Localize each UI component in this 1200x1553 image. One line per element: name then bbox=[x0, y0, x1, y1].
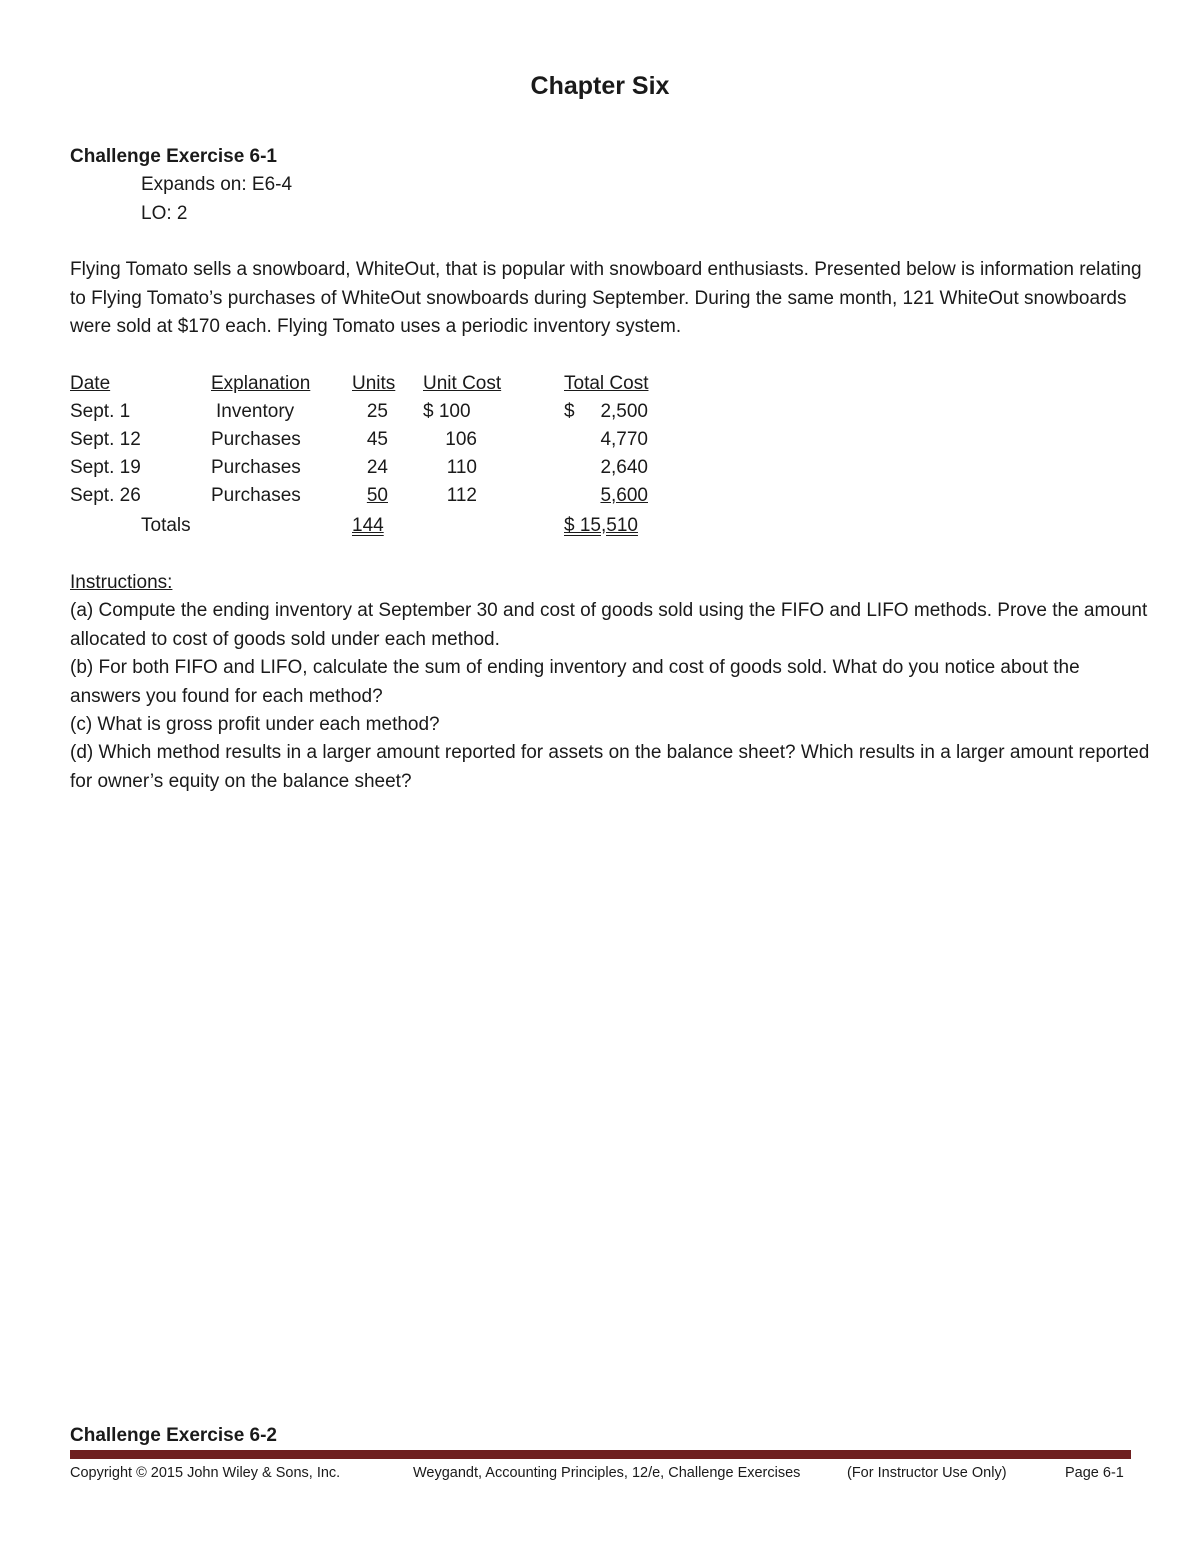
totals-label: Totals bbox=[141, 515, 191, 536]
row-4-total-cost: 5,600 bbox=[600, 485, 648, 506]
row-4-units: 50 bbox=[366, 485, 388, 506]
row-1-date: Sept. 1 bbox=[70, 401, 131, 422]
row-4-unit-cost: 112 bbox=[446, 485, 477, 506]
row-3-units: 24 bbox=[366, 457, 388, 478]
footer-divider bbox=[70, 1450, 1131, 1459]
instruction-c: (c) What is gross profit under each method? bbox=[70, 714, 440, 735]
row-1-units: 25 bbox=[366, 401, 388, 422]
row-3-explanation: Purchases bbox=[211, 457, 301, 478]
row-1-total-cost-symbol: $ bbox=[564, 401, 575, 422]
exercise-description: Flying Tomato sells a snowboard, WhiteOut, that is popular with snowboard enthusiasts. Presented below is information relating to Flying Tomato’s purchases of WhiteOut snowboards during September. During the same month, 121 WhiteOut snowboards were sold at $170 each. Flying Tomato uses a periodic inventory system. bbox=[70, 259, 1142, 338]
row-2-unit-cost: 106 bbox=[445, 429, 477, 450]
page-title: Chapter Six bbox=[530, 72, 670, 100]
col-header-unit-cost: Unit Cost bbox=[423, 373, 502, 394]
footer-book-title: Weygandt, Accounting Principles, 12/e, Challenge Exercises bbox=[413, 1465, 801, 1481]
col-header-units: Units bbox=[352, 373, 396, 394]
footer-page-number: Page 6-1 bbox=[1065, 1465, 1124, 1481]
row-2-units: 45 bbox=[366, 429, 388, 450]
row-4-explanation: Purchases bbox=[211, 485, 301, 506]
row-2-explanation: Purchases bbox=[211, 429, 301, 450]
instruction-d: (d) Which method results in a larger amount reported for assets on the balance sheet? Which results in a larger amount reported for owner’s equity on the balance sheet? bbox=[70, 742, 1150, 792]
expands-on-label: Expands on: E6-4 bbox=[141, 174, 293, 195]
learning-objective-label: LO: 2 bbox=[141, 203, 188, 224]
instructions-heading: Instructions: bbox=[70, 572, 173, 593]
instruction-b: (b) For both FIFO and LIFO, calculate the sum of ending inventory and cost of goods sold. What do you notice about the answers you found for each method? bbox=[70, 657, 1080, 707]
row-1-total-cost: 2,500 bbox=[600, 401, 648, 422]
instruction-a: (a) Compute the ending inventory at September 30 and cost of goods sold using the FIFO and LIFO methods. Prove the amount allocated to cost of goods sold under each method. bbox=[70, 600, 1148, 650]
row-1-unit-cost: $ 100 bbox=[423, 401, 471, 422]
row-2-date: Sept. 12 bbox=[70, 429, 141, 450]
footer-copyright: Copyright © 2015 John Wiley & Sons, Inc. bbox=[70, 1465, 341, 1481]
row-4-date: Sept. 26 bbox=[70, 485, 141, 506]
col-header-total-cost: Total Cost bbox=[564, 373, 649, 394]
col-header-explanation: Explanation bbox=[211, 373, 311, 394]
row-2-total-cost: 4,770 bbox=[600, 429, 648, 450]
totals-total-cost: $ 15,510 bbox=[564, 515, 638, 536]
row-1-explanation: Inventory bbox=[216, 401, 295, 422]
exercise-heading-6-1: Challenge Exercise 6-1 bbox=[70, 146, 277, 167]
footer-instructor-use: (For Instructor Use Only) bbox=[847, 1465, 1007, 1481]
col-header-date: Date bbox=[70, 373, 111, 394]
exercise-heading-6-2: Challenge Exercise 6-2 bbox=[70, 1425, 277, 1446]
row-3-unit-cost: 110 bbox=[446, 457, 477, 478]
totals-units: 144 bbox=[352, 515, 384, 536]
row-3-date: Sept. 19 bbox=[70, 457, 141, 478]
row-3-total-cost: 2,640 bbox=[600, 457, 648, 478]
